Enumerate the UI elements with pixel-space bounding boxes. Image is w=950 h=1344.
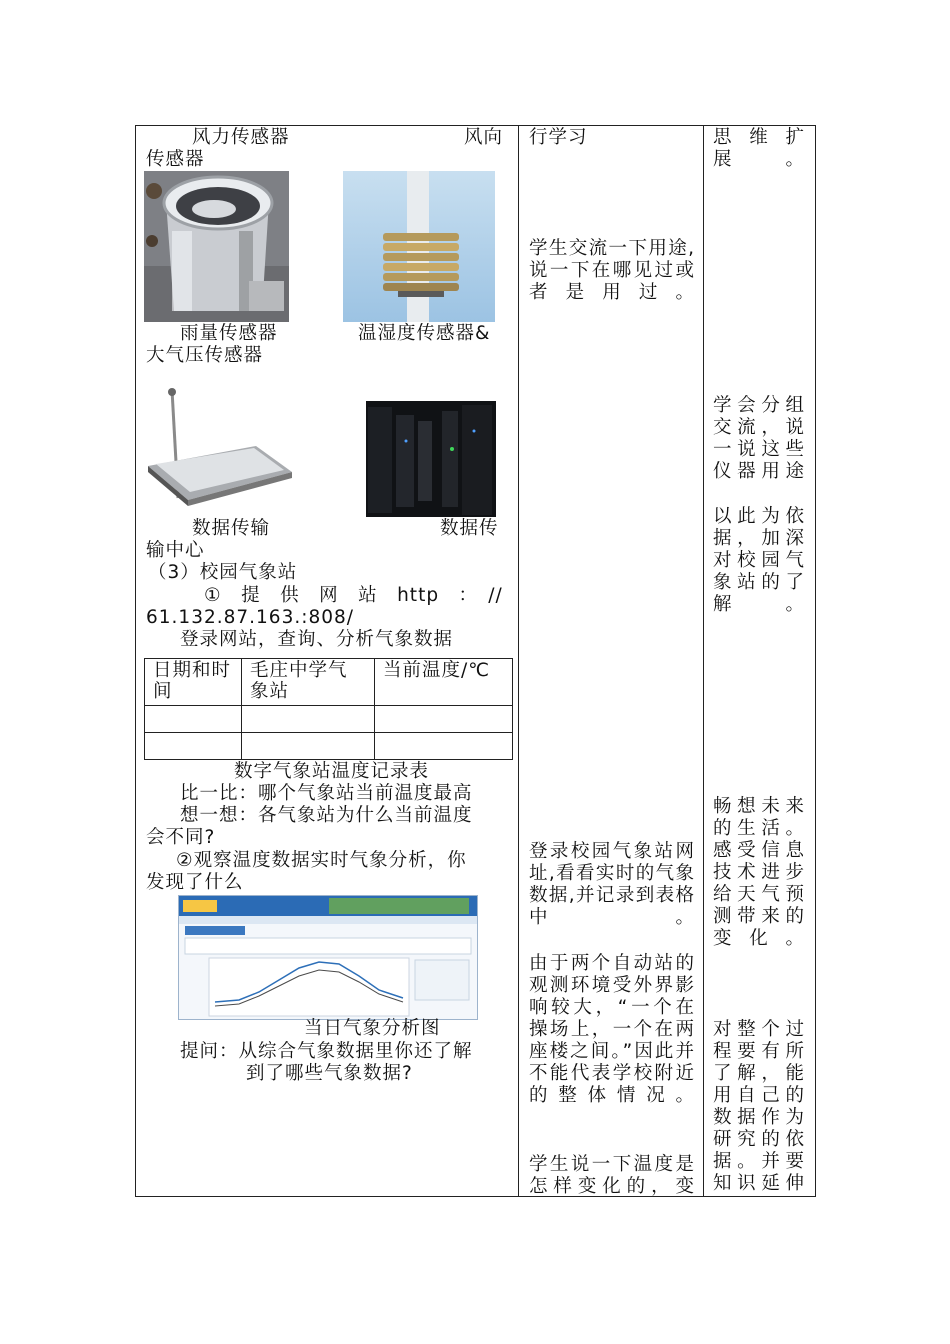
observe-prompt: ②观察温度数据实时气象分析，你 [176,850,467,871]
table-row [145,706,513,733]
table-cell[interactable] [375,706,513,733]
observe-prompt-cont: 发现了什么 [146,872,244,893]
content-column [136,126,518,1196]
table-header-cell: 当前温度/℃ [375,659,513,706]
intent-text: 畅想未来的生活。感受信息技术进步给天气预测带来的变化。 [713,796,805,949]
wind-sensor-label: 风力传感器 [192,127,290,148]
activity-text: 由于两个自动站的观测环境受外界影响较大，“一个在操场上，一个在两座楼之间。”因此并不能代表学校附近的整体情况。 [529,953,695,1106]
table-header-row [145,659,513,706]
question-prompt: 提问：从综合气象数据里你还了解 [180,1041,473,1062]
table-header-cell: 日期和时间 [145,659,242,706]
table-row [145,733,513,760]
think-prompt-cont: 会不同? [146,827,216,848]
lesson-table [135,125,816,1197]
activity-text: 登录校园气象站网址,看看实时的气象数据,并记录到表格中。 [529,841,695,928]
rain-gauge-photo [144,171,289,322]
site-line-1: ① 提 供 网 站 http ： // [204,585,503,606]
table-cell[interactable] [145,733,242,760]
rain-sensor-label: 雨量传感器 [180,323,278,344]
intent-text: 以此为依据，加深对校园气象站的了解。 [713,506,805,615]
intent-column [704,126,816,1196]
data-center-label-cont: 输中心 [146,540,205,561]
pressure-sensor-label: 大气压传感器 [146,345,264,366]
screenshot-caption: 当日气象分析图 [304,1018,441,1039]
table-cell[interactable] [242,706,375,733]
activity-text: 学生说一下温度是怎样变化的，变 [529,1154,695,1196]
table-caption: 数字气象站温度记录表 [234,761,430,782]
question-prompt-cont: 到了哪些气象数据? [246,1063,413,1084]
activity-text: 行学习 [529,127,588,148]
section-heading: （3）校园气象站 [148,562,298,583]
table-header-cell: 毛庄中学气象站 [242,659,375,706]
temperature-record-table [144,658,513,760]
data-center-label: 数据传 [440,518,499,539]
weather-analysis-screenshot [178,895,478,1020]
login-instruction: 登录网站，查询、分析气象数据 [180,629,454,650]
table-cell[interactable] [375,733,513,760]
compare-prompt: 比一比：哪个气象站当前温度最高 [180,783,473,804]
temp-humidity-label: 温湿度传感器& [358,323,491,344]
data-transmission-card-photo [144,388,294,510]
activity-text: 学生交流一下用途,说一下在哪见过或者是用过。 [529,238,695,303]
wind-direction-label-cont: 传感器 [146,149,205,170]
data-transmission-label: 数据传输 [192,518,271,539]
table-cell[interactable] [242,733,375,760]
temp-humidity-sensor-photo [343,171,495,322]
intent-text: 思维扩展。 [713,127,805,170]
intent-text: 学会分组交流，说一说这些仪器用途 [713,395,805,482]
intent-text: 对整个过程要有所了解，能用自己的数据作为研究的依据。并要知识延伸 [713,1019,805,1194]
activity-column [519,126,703,1196]
think-prompt: 想一想：各气象站为什么当前温度 [180,805,473,826]
wind-direction-label: 风向 [464,127,504,148]
table-cell[interactable] [145,706,242,733]
site-url: 61.132.87.163.:808/ [146,607,355,628]
data-center-photo [366,401,496,517]
